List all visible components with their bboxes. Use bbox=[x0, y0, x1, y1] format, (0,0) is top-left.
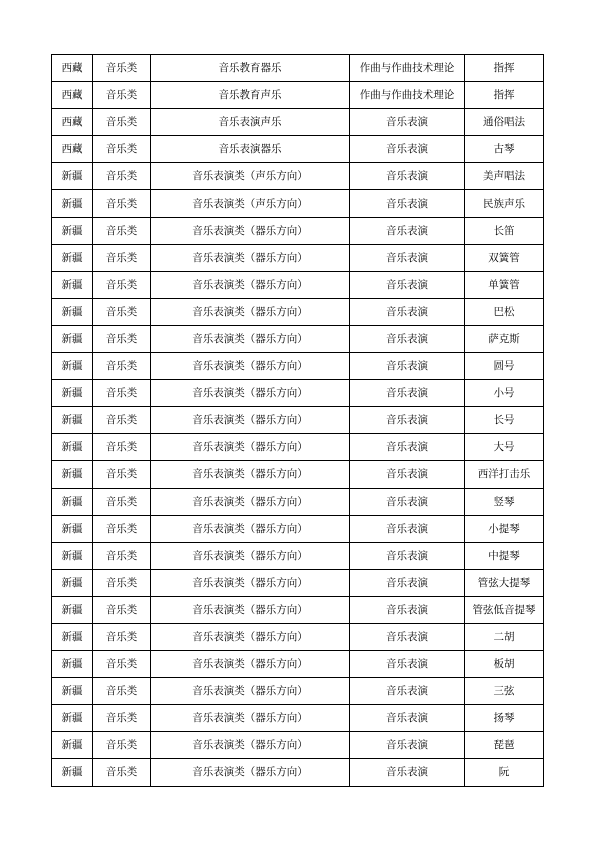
discipline-cell: 音乐表演 bbox=[350, 190, 465, 217]
table-row bbox=[52, 434, 544, 461]
region-cell: 新疆 bbox=[52, 651, 93, 678]
instrument-cell: 二胡 bbox=[465, 623, 544, 650]
category-cell: 音乐类 bbox=[93, 488, 151, 515]
instrument-cell: 长号 bbox=[465, 407, 544, 434]
region-cell: 新疆 bbox=[52, 623, 93, 650]
region-cell: 新疆 bbox=[52, 488, 93, 515]
table-row bbox=[52, 55, 544, 82]
region-cell: 新疆 bbox=[52, 217, 93, 244]
discipline-cell: 音乐表演 bbox=[350, 488, 465, 515]
major-cell: 音乐表演类（器乐方向） bbox=[151, 651, 350, 678]
category-cell: 音乐类 bbox=[93, 407, 151, 434]
major-cell: 音乐表演类（器乐方向） bbox=[151, 705, 350, 732]
region-cell: 新疆 bbox=[52, 542, 93, 569]
discipline-cell: 音乐表演 bbox=[350, 596, 465, 623]
category-cell: 音乐类 bbox=[93, 515, 151, 542]
table-row bbox=[52, 488, 544, 515]
discipline-cell: 音乐表演 bbox=[350, 623, 465, 650]
region-cell: 新疆 bbox=[52, 190, 93, 217]
region-cell: 新疆 bbox=[52, 380, 93, 407]
discipline-cell: 音乐表演 bbox=[350, 380, 465, 407]
instrument-cell: 板胡 bbox=[465, 651, 544, 678]
region-cell: 新疆 bbox=[52, 461, 93, 488]
discipline-cell: 作曲与作曲技术理论 bbox=[350, 55, 465, 82]
discipline-cell: 音乐表演 bbox=[350, 732, 465, 759]
instrument-cell: 长笛 bbox=[465, 217, 544, 244]
category-cell: 音乐类 bbox=[93, 732, 151, 759]
instrument-cell: 西洋打击乐 bbox=[465, 461, 544, 488]
major-cell: 音乐表演类（器乐方向） bbox=[151, 353, 350, 380]
instrument-cell: 通俗唱法 bbox=[465, 109, 544, 136]
category-cell: 音乐类 bbox=[93, 55, 151, 82]
major-cell: 音乐表演类（器乐方向） bbox=[151, 380, 350, 407]
category-cell: 音乐类 bbox=[93, 678, 151, 705]
category-cell: 音乐类 bbox=[93, 136, 151, 163]
instrument-cell: 古琴 bbox=[465, 136, 544, 163]
table-row bbox=[52, 705, 544, 732]
admissions-table bbox=[51, 54, 544, 787]
discipline-cell: 音乐表演 bbox=[350, 759, 465, 786]
major-cell: 音乐表演类（器乐方向） bbox=[151, 759, 350, 786]
table-row bbox=[52, 271, 544, 298]
table-row bbox=[52, 109, 544, 136]
category-cell: 音乐类 bbox=[93, 109, 151, 136]
region-cell: 新疆 bbox=[52, 705, 93, 732]
region-cell: 新疆 bbox=[52, 515, 93, 542]
region-cell: 新疆 bbox=[52, 732, 93, 759]
table-row bbox=[52, 380, 544, 407]
instrument-cell: 指挥 bbox=[465, 55, 544, 82]
major-cell: 音乐表演声乐 bbox=[151, 109, 350, 136]
instrument-cell: 美声唱法 bbox=[465, 163, 544, 190]
category-cell: 音乐类 bbox=[93, 190, 151, 217]
table-row bbox=[52, 596, 544, 623]
table-row bbox=[52, 325, 544, 352]
category-cell: 音乐类 bbox=[93, 542, 151, 569]
region-cell: 西藏 bbox=[52, 82, 93, 109]
region-cell: 西藏 bbox=[52, 136, 93, 163]
major-cell: 音乐表演类（器乐方向） bbox=[151, 488, 350, 515]
discipline-cell: 音乐表演 bbox=[350, 461, 465, 488]
region-cell: 新疆 bbox=[52, 434, 93, 461]
discipline-cell: 音乐表演 bbox=[350, 515, 465, 542]
category-cell: 音乐类 bbox=[93, 271, 151, 298]
discipline-cell: 音乐表演 bbox=[350, 678, 465, 705]
region-cell: 新疆 bbox=[52, 298, 93, 325]
category-cell: 音乐类 bbox=[93, 82, 151, 109]
instrument-cell: 民族声乐 bbox=[465, 190, 544, 217]
major-cell: 音乐表演类（器乐方向） bbox=[151, 542, 350, 569]
instrument-cell: 竖琴 bbox=[465, 488, 544, 515]
table-body bbox=[52, 55, 544, 787]
category-cell: 音乐类 bbox=[93, 298, 151, 325]
major-cell: 音乐表演类（器乐方向） bbox=[151, 461, 350, 488]
discipline-cell: 音乐表演 bbox=[350, 217, 465, 244]
major-cell: 音乐表演类（器乐方向） bbox=[151, 325, 350, 352]
instrument-cell: 双簧管 bbox=[465, 244, 544, 271]
category-cell: 音乐类 bbox=[93, 325, 151, 352]
major-cell: 音乐表演类（器乐方向） bbox=[151, 434, 350, 461]
discipline-cell: 音乐表演 bbox=[350, 163, 465, 190]
instrument-cell: 单簧管 bbox=[465, 271, 544, 298]
table-row bbox=[52, 732, 544, 759]
region-cell: 新疆 bbox=[52, 353, 93, 380]
table-row bbox=[52, 407, 544, 434]
instrument-cell: 小提琴 bbox=[465, 515, 544, 542]
category-cell: 音乐类 bbox=[93, 759, 151, 786]
region-cell: 西藏 bbox=[52, 55, 93, 82]
table-row bbox=[52, 623, 544, 650]
major-cell: 音乐表演类（声乐方向） bbox=[151, 190, 350, 217]
region-cell: 新疆 bbox=[52, 271, 93, 298]
discipline-cell: 音乐表演 bbox=[350, 434, 465, 461]
table-row bbox=[52, 353, 544, 380]
category-cell: 音乐类 bbox=[93, 244, 151, 271]
category-cell: 音乐类 bbox=[93, 569, 151, 596]
table-row bbox=[52, 298, 544, 325]
table-row bbox=[52, 651, 544, 678]
table-row bbox=[52, 163, 544, 190]
category-cell: 音乐类 bbox=[93, 623, 151, 650]
instrument-cell: 管弦低音提琴 bbox=[465, 596, 544, 623]
table-row bbox=[52, 542, 544, 569]
table-row bbox=[52, 82, 544, 109]
region-cell: 新疆 bbox=[52, 244, 93, 271]
table-row bbox=[52, 759, 544, 786]
region-cell: 新疆 bbox=[52, 678, 93, 705]
instrument-cell: 萨克斯 bbox=[465, 325, 544, 352]
instrument-cell: 阮 bbox=[465, 759, 544, 786]
major-cell: 音乐表演类（声乐方向） bbox=[151, 163, 350, 190]
category-cell: 音乐类 bbox=[93, 705, 151, 732]
major-cell: 音乐表演类（器乐方向） bbox=[151, 732, 350, 759]
major-cell: 音乐表演类（器乐方向） bbox=[151, 298, 350, 325]
table-row bbox=[52, 515, 544, 542]
discipline-cell: 音乐表演 bbox=[350, 271, 465, 298]
major-cell: 音乐表演类（器乐方向） bbox=[151, 407, 350, 434]
instrument-cell: 小号 bbox=[465, 380, 544, 407]
category-cell: 音乐类 bbox=[93, 651, 151, 678]
category-cell: 音乐类 bbox=[93, 434, 151, 461]
instrument-cell: 圆号 bbox=[465, 353, 544, 380]
instrument-cell: 三弦 bbox=[465, 678, 544, 705]
major-cell: 音乐表演器乐 bbox=[151, 136, 350, 163]
discipline-cell: 音乐表演 bbox=[350, 705, 465, 732]
table-row bbox=[52, 136, 544, 163]
major-cell: 音乐表演类（器乐方向） bbox=[151, 515, 350, 542]
region-cell: 西藏 bbox=[52, 109, 93, 136]
category-cell: 音乐类 bbox=[93, 380, 151, 407]
instrument-cell: 管弦大提琴 bbox=[465, 569, 544, 596]
discipline-cell: 音乐表演 bbox=[350, 569, 465, 596]
discipline-cell: 音乐表演 bbox=[350, 651, 465, 678]
instrument-cell: 指挥 bbox=[465, 82, 544, 109]
discipline-cell: 作曲与作曲技术理论 bbox=[350, 82, 465, 109]
category-cell: 音乐类 bbox=[93, 461, 151, 488]
discipline-cell: 音乐表演 bbox=[350, 298, 465, 325]
region-cell: 新疆 bbox=[52, 596, 93, 623]
region-cell: 新疆 bbox=[52, 569, 93, 596]
major-cell: 音乐表演类（器乐方向） bbox=[151, 244, 350, 271]
major-cell: 音乐教育器乐 bbox=[151, 55, 350, 82]
discipline-cell: 音乐表演 bbox=[350, 353, 465, 380]
region-cell: 新疆 bbox=[52, 407, 93, 434]
category-cell: 音乐类 bbox=[93, 163, 151, 190]
table-row bbox=[52, 569, 544, 596]
major-cell: 音乐表演类（器乐方向） bbox=[151, 678, 350, 705]
category-cell: 音乐类 bbox=[93, 217, 151, 244]
instrument-cell: 巴松 bbox=[465, 298, 544, 325]
discipline-cell: 音乐表演 bbox=[350, 542, 465, 569]
major-cell: 音乐教育声乐 bbox=[151, 82, 350, 109]
category-cell: 音乐类 bbox=[93, 353, 151, 380]
discipline-cell: 音乐表演 bbox=[350, 407, 465, 434]
instrument-cell: 琵琶 bbox=[465, 732, 544, 759]
discipline-cell: 音乐表演 bbox=[350, 244, 465, 271]
category-cell: 音乐类 bbox=[93, 596, 151, 623]
instrument-cell: 中提琴 bbox=[465, 542, 544, 569]
discipline-cell: 音乐表演 bbox=[350, 109, 465, 136]
major-cell: 音乐表演类（器乐方向） bbox=[151, 623, 350, 650]
region-cell: 新疆 bbox=[52, 163, 93, 190]
instrument-cell: 大号 bbox=[465, 434, 544, 461]
discipline-cell: 音乐表演 bbox=[350, 325, 465, 352]
major-cell: 音乐表演类（器乐方向） bbox=[151, 596, 350, 623]
major-cell: 音乐表演类（器乐方向） bbox=[151, 569, 350, 596]
region-cell: 新疆 bbox=[52, 759, 93, 786]
table-row bbox=[52, 190, 544, 217]
region-cell: 新疆 bbox=[52, 325, 93, 352]
discipline-cell: 音乐表演 bbox=[350, 136, 465, 163]
table-row bbox=[52, 244, 544, 271]
table-row bbox=[52, 461, 544, 488]
major-cell: 音乐表演类（器乐方向） bbox=[151, 217, 350, 244]
table-row bbox=[52, 678, 544, 705]
major-cell: 音乐表演类（器乐方向） bbox=[151, 271, 350, 298]
table-row bbox=[52, 217, 544, 244]
instrument-cell: 扬琴 bbox=[465, 705, 544, 732]
